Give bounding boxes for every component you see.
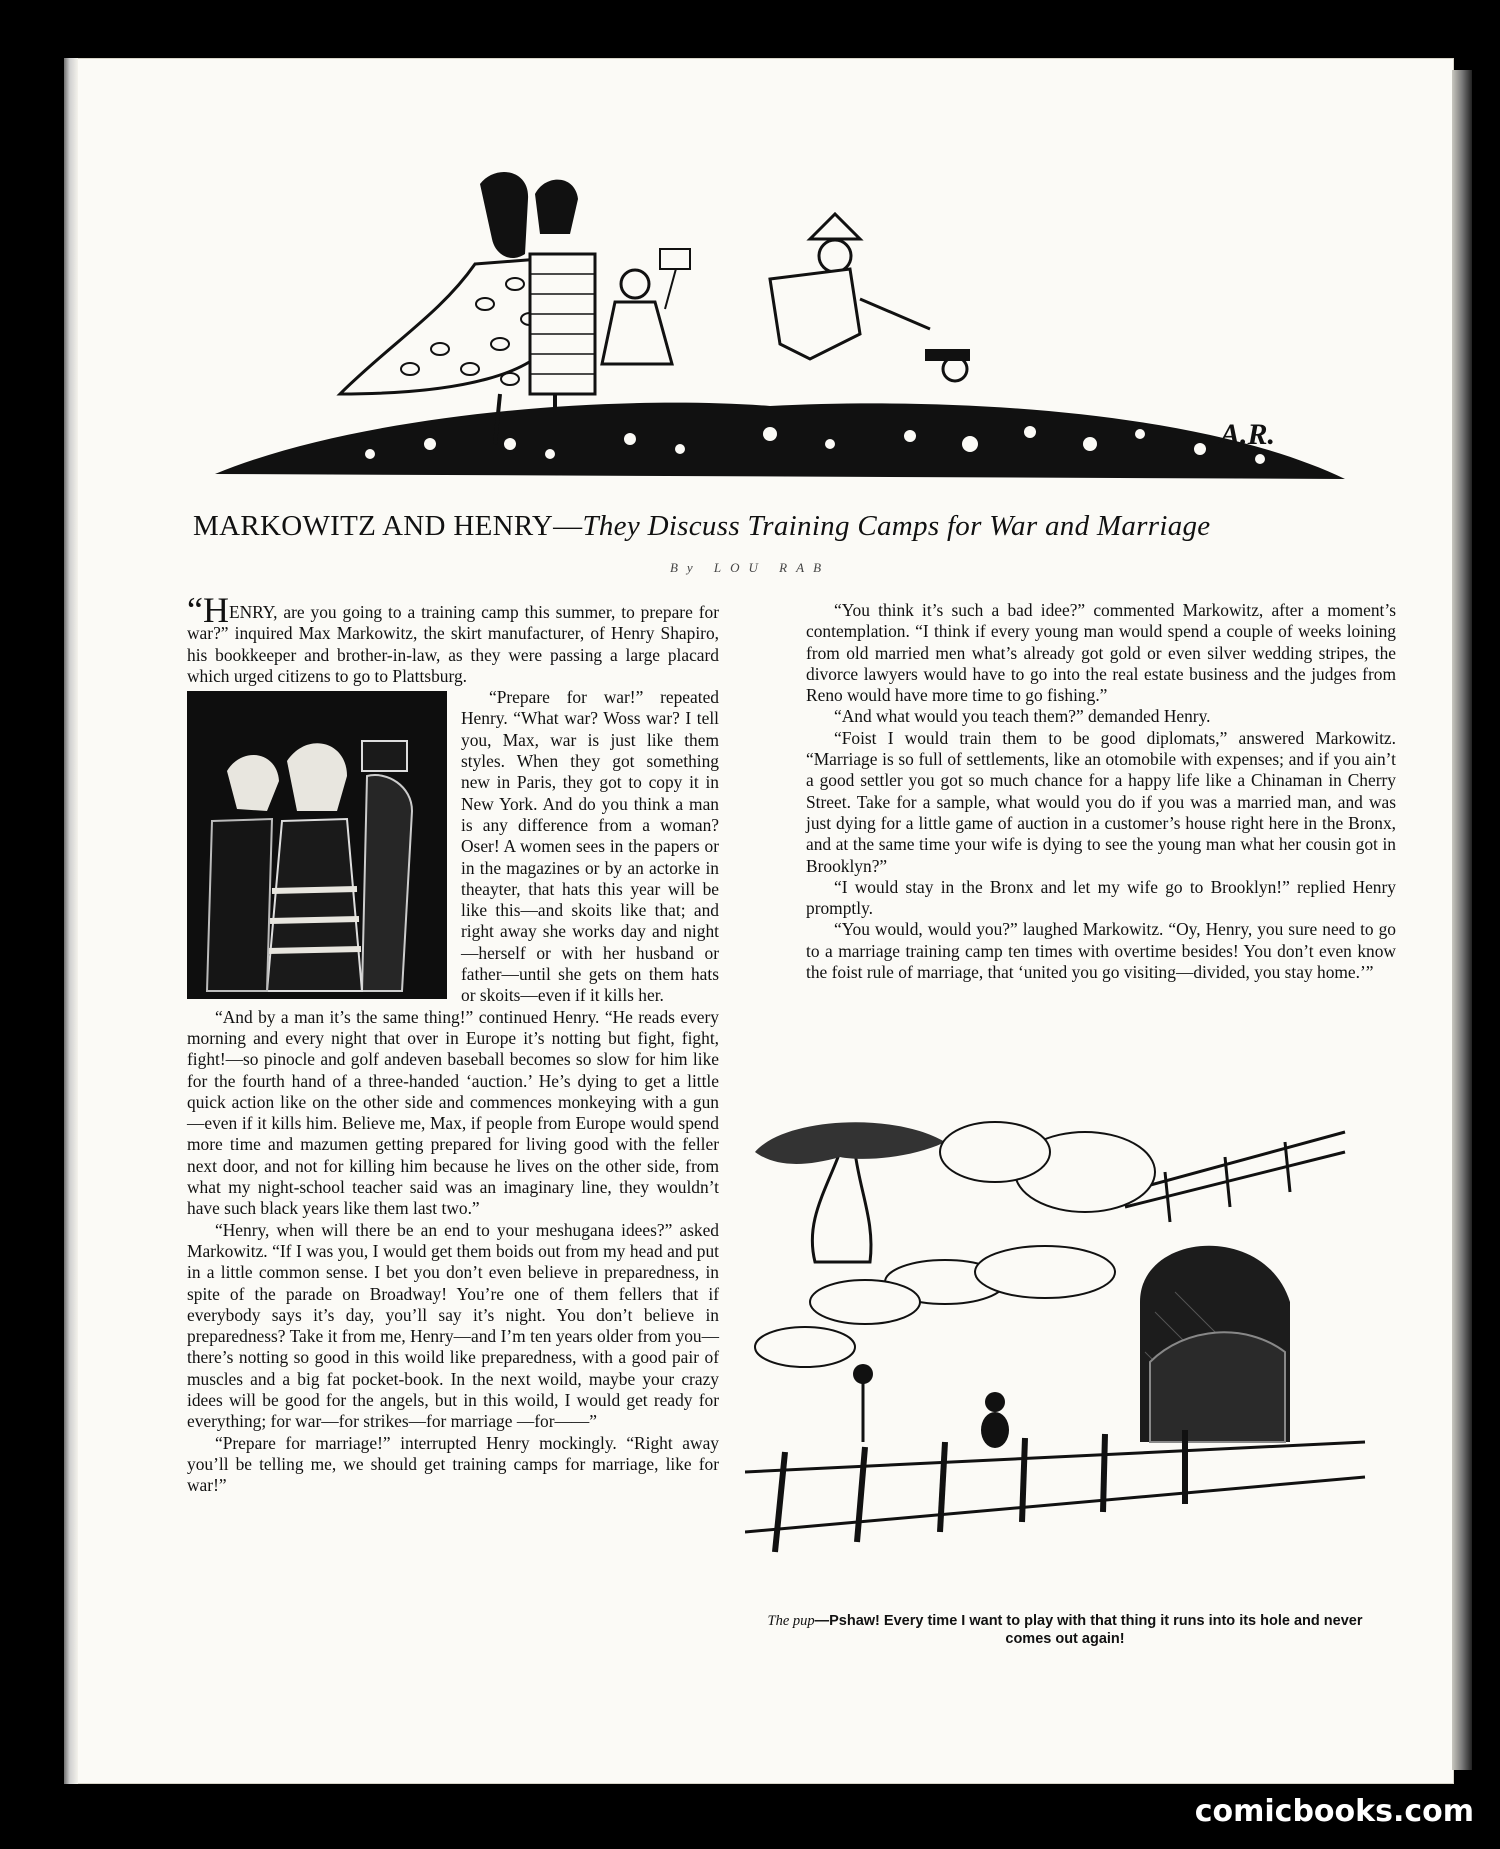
byline: By LOU RAB	[669, 560, 831, 575]
header-illustration	[210, 144, 1350, 504]
article-headline	[193, 510, 1403, 543]
paragraph: “And what would you teach them?” demanded Henry.	[834, 706, 1211, 727]
paragraph: “I would stay in the Bronx and let my wife go to Brooklyn!” replied Henry promptly.	[806, 876, 1396, 919]
paragraph: “You think it’s such a bad idee?” commented Markowitz, after a moment’s contemplation. “I think if every young man would spend a couple of weeks loining from old married men what’s already got gold or even silver wedding stripes, the divorce lawyers would have to go into the real estate business and the judges from Reno would have more time to go fishing.”	[806, 600, 1396, 706]
paragraph: “You would, would you?” laughed Markowitz. “Oy, Henry, you sure need to go to a marriage training camp ten times with overtime besides! You don’t even know the foist rule of marriage, that ‘united you go visiting—divided, you stay home.’”	[806, 919, 1396, 983]
page-edge-right	[1452, 70, 1472, 1770]
headline-dash: —	[553, 510, 583, 542]
left-column	[187, 590, 719, 1496]
inset-illustration	[187, 691, 447, 999]
dropcap: “H	[187, 590, 229, 630]
caption-label: The pup	[767, 1613, 815, 1629]
paragraph: “Foist I would train them to be good diplomats,” answered Markowitz. “Marriage is so full of settlements, like an otomobile with expenses; and if you ain’t a good settler you got so much chance for a happy life like a Chinaman in Cherry Street. Take for a sample, what would you do if you was a married man, and was just dying for a little game of auction in a customer’s house right here in the Bronx, and at the same time your wife is dying to see the young man what her cousin got in Brooklyn?”	[806, 727, 1396, 876]
caption-text: —Pshaw! Every time I want to play with that thing it runs into its hole and never comes out again!	[814, 1613, 1363, 1647]
paragraph: “Henry, when will there be an end to your meshugana idees?” asked Markowitz. “If I was you, I would get them boids out from my head and put in a little common sense. I bet you don’t even believe in preparedness, in spite of the parade on Broadway! You’re one of them fellers that if everybody says it’s day, you’ll say it’s night. You don’t believe in preparedness? Take it from me, Henry—and I’m ten years older from you—there’s notting so good in this woild like preparedness, with a good pair of muscles and a big fat pocket-book. In the next woild, maybe your crazy idees will be good for the angels, but in this woild, I would get ready for everything; for war—for strikes—for marriage —for——”	[187, 1219, 719, 1432]
cartoon-caption	[745, 1612, 1385, 1648]
tunnel-cartoon	[745, 1112, 1385, 1607]
page-edge-left	[64, 58, 78, 1784]
watermark: comicbooks.com	[1194, 1794, 1474, 1829]
paragraph	[187, 590, 719, 687]
paragraph: “Prepare for war!” repeated Henry. “What war? Woss war? I tell you, Max, war is just like them styles. When they got something new in Paris, they got to copy it in New York. And do you think a man is any difference from a woman? Oser! A women sees in the papers or in the magazines or by an actorke in theayter, that hats this year will be like this—and skoits like that; and right away she works day and night—herself or with her husband or father—until she gets on them hats or skoits—even if it kills her.	[461, 687, 719, 1006]
paragraph-text: ENRY, are you going to a training camp this summer, to prepare for war?” inquired Max Markowitz, the skirt manufacturer, of Henry Shapiro, his bookkeeper and brother-in-law, as they were passing a large placard which urged citizens to go to Plattsburg.	[187, 602, 719, 686]
artist-signature: A.R.	[1220, 418, 1276, 451]
paragraph: “And by a man it’s the same thing!” continued Henry. “He reads every morning and every night that over in Europe it’s notting but fight, fight, fight!—so pinocle and golf andeven baseball becomes so slow for him like for the fourth hand of a three-handed ‘auction.’ He’s dying to get a little quick action like on the other side and commences monkeying with a gun —even if it kills him. Believe me, Max, if people from Europe would spend more time and mazumen getting prepared for living good with the feller next door, and not for killing him because he lives on the other side, from what my night-school teacher said was an imaginary line, they wouldn’t have such black years like them last two.”	[187, 1006, 719, 1219]
headline-main: MARKOWITZ AND HENRY	[193, 510, 554, 542]
right-column	[806, 600, 1396, 983]
headline-subtitle: They Discuss Training Camps for War and Marriage	[582, 510, 1211, 542]
paragraph: “Prepare for marriage!” interrupted Henry mockingly. “Right away you’ll be telling me, we should get training camps for marriage, like for war!”	[187, 1432, 719, 1496]
